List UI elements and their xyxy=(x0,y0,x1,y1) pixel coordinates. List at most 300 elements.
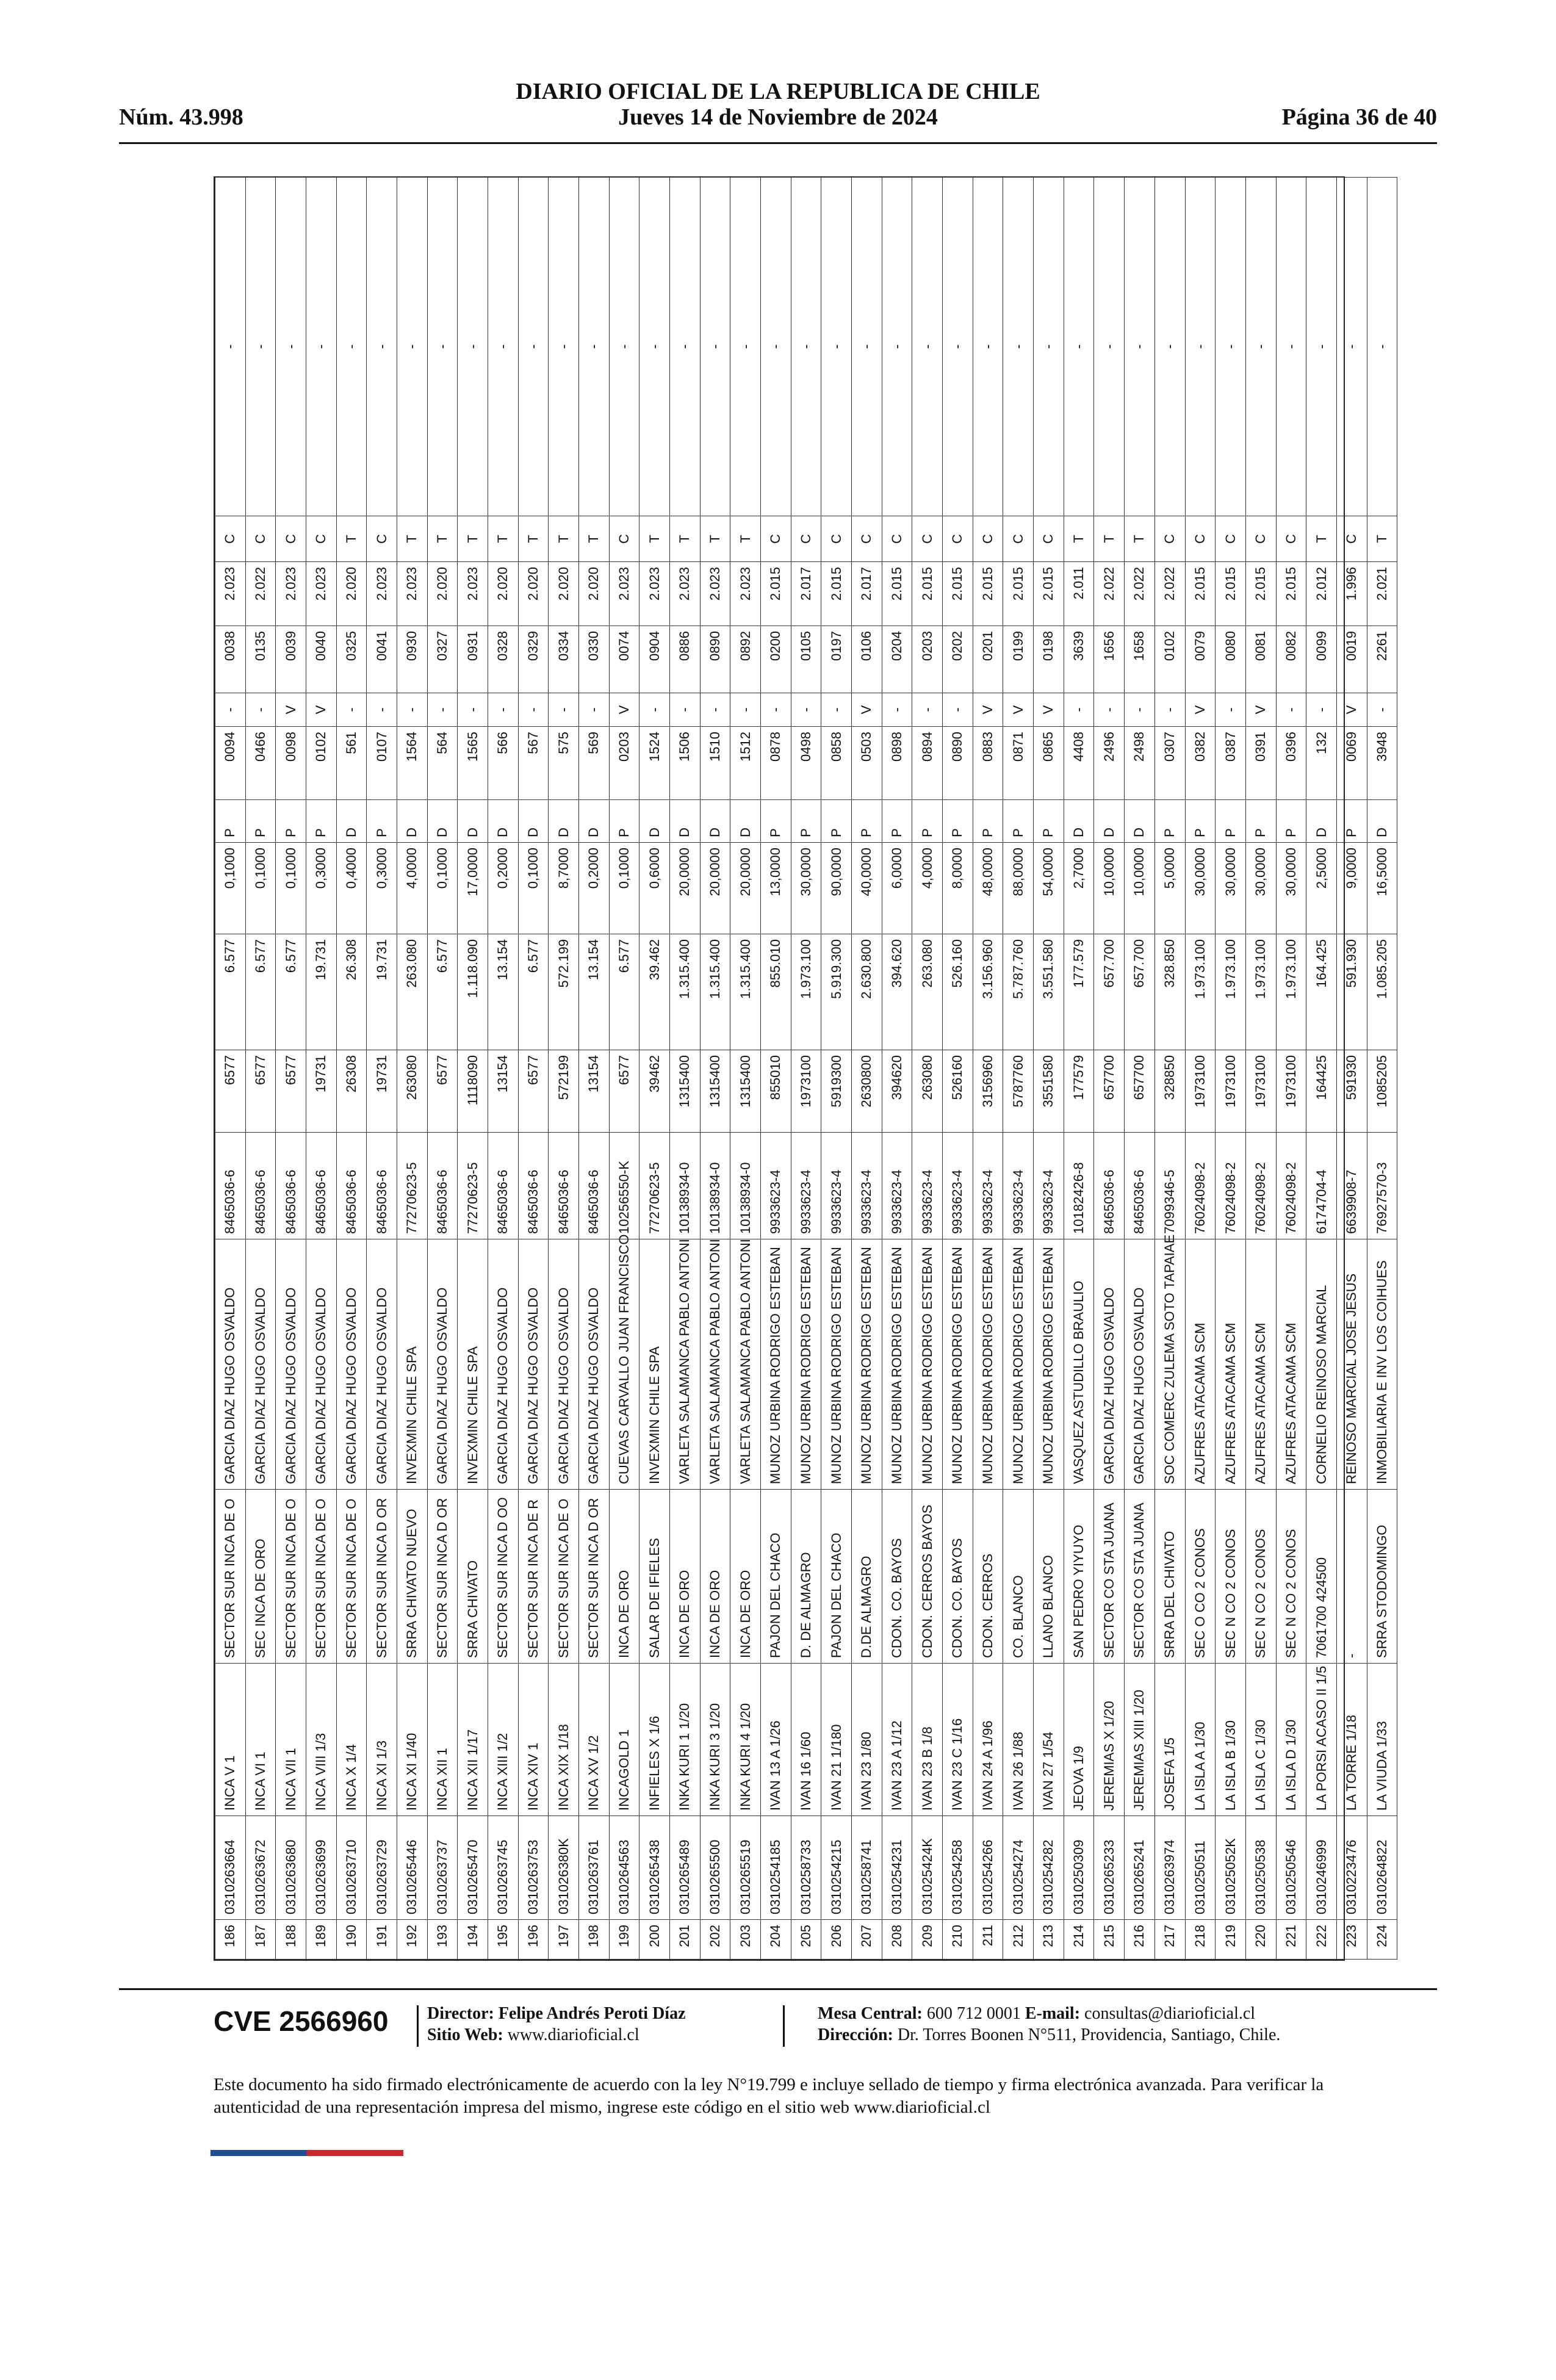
cell-n8: 1.973.100 xyxy=(1216,934,1246,1050)
cell-tipo: P xyxy=(821,800,852,843)
cell-titular: INVEXMIN CHILE SPA xyxy=(639,1239,670,1490)
cell-sym: - xyxy=(1125,693,1155,727)
cell-nombre: INCA V 1 xyxy=(215,1664,246,1816)
cell-ubicacion: INCA DE ORO xyxy=(670,1490,701,1664)
cell-n7: 657700 xyxy=(1094,1050,1125,1133)
cell-nombre: JOSEFA 1/5 xyxy=(1154,1664,1185,1816)
cell-n13: 2.023 xyxy=(276,562,306,626)
cell-r: - xyxy=(549,178,579,516)
cell-rol: 0310265489 xyxy=(670,1816,701,1920)
cell-sym: - xyxy=(1306,693,1337,727)
cell-n13: 2.023 xyxy=(670,562,701,626)
cell-n12: 3639 xyxy=(1064,626,1094,693)
cell-r: - xyxy=(609,178,639,516)
cell-titular: MUNOZ URBINA RODRIGO ESTEBAN xyxy=(882,1239,912,1490)
cell-num: 208 xyxy=(882,1920,912,1960)
cell-rol: 0310263761 xyxy=(579,1816,610,1920)
cell-tc: C xyxy=(1245,516,1276,562)
cell-ubicacion: SECTOR SUR INCA D OR xyxy=(427,1490,458,1664)
cell-num: 193 xyxy=(427,1920,458,1960)
cell-n12: 2261 xyxy=(1367,626,1397,693)
cell-titular: AZUFRES ATACAMA SCM xyxy=(1245,1239,1276,1490)
table-row xyxy=(1064,178,1094,1960)
cell-rut: 77270623-5 xyxy=(639,1133,670,1239)
cell-n7: 13154 xyxy=(488,1050,519,1133)
cell-n9: 8,7000 xyxy=(549,843,579,934)
cell-n10: 567 xyxy=(518,727,549,800)
cell-n12: 0201 xyxy=(973,626,1003,693)
cell-rol: 0310263753 xyxy=(518,1816,549,1920)
cell-n9: 2,5000 xyxy=(1306,843,1337,934)
cell-n9: 6,0000 xyxy=(882,843,912,934)
cell-titular: MUNOZ URBINA RODRIGO ESTEBAN xyxy=(943,1239,973,1490)
cell-tc: T xyxy=(336,516,367,562)
cell-rut: 76024098-2 xyxy=(1216,1133,1246,1239)
cell-nombre: INKA KURI 4 1/20 xyxy=(730,1664,761,1816)
cell-ubicacion: CDON. CERROS BAYOS xyxy=(912,1490,943,1664)
cell-titular: MUNOZ URBINA RODRIGO ESTEBAN xyxy=(761,1239,791,1490)
cell-n9: 0,1000 xyxy=(276,843,306,934)
cell-tipo: P xyxy=(1336,800,1367,843)
cell-rut: 76024098-2 xyxy=(1245,1133,1276,1239)
cell-r: - xyxy=(1154,178,1185,516)
cell-n7: 13154 xyxy=(579,1050,610,1133)
cell-tc: T xyxy=(1125,516,1155,562)
cell-sym: - xyxy=(549,693,579,727)
cell-n12: 0329 xyxy=(518,626,549,693)
cell-nombre: LA VIUDA 1/33 xyxy=(1367,1664,1397,1816)
cell-n9: 4,0000 xyxy=(912,843,943,934)
cell-n8: 263.080 xyxy=(912,934,943,1050)
cell-r: - xyxy=(215,178,246,516)
cell-n13: 2.020 xyxy=(488,562,519,626)
cell-rut: 9933623-4 xyxy=(761,1133,791,1239)
cell-n10: 1565 xyxy=(458,727,488,800)
cell-n13: 2.023 xyxy=(397,562,428,626)
cell-tc: C xyxy=(1276,516,1306,562)
cell-tipo: D xyxy=(336,800,367,843)
table-row xyxy=(336,178,367,1960)
cell-rut: 77270623-5 xyxy=(458,1133,488,1239)
cell-n7: 572199 xyxy=(549,1050,579,1133)
cell-n7: 5787760 xyxy=(1003,1050,1034,1133)
table-row xyxy=(518,178,549,1960)
cell-num: 199 xyxy=(609,1920,639,1960)
cell-sym: V xyxy=(306,693,337,727)
cell-r: - xyxy=(1185,178,1216,516)
cell-rut: 76024098-2 xyxy=(1276,1133,1306,1239)
cell-titular: MUNOZ URBINA RODRIGO ESTEBAN xyxy=(791,1239,821,1490)
cell-r: - xyxy=(276,178,306,516)
cell-n13: 2.012 xyxy=(1306,562,1337,626)
cell-tc: C xyxy=(367,516,397,562)
cell-tc: C xyxy=(609,516,639,562)
cell-nombre: LA TORRE 1/18 xyxy=(1336,1664,1367,1816)
cell-n13: 2.023 xyxy=(215,562,246,626)
cell-r: - xyxy=(761,178,791,516)
cell-nombre: INCA XV 1/2 xyxy=(579,1664,610,1816)
cell-n7: 6577 xyxy=(427,1050,458,1133)
cell-n9: 88,0000 xyxy=(1003,843,1034,934)
cell-sym: - xyxy=(245,693,276,727)
cell-r: - xyxy=(1003,178,1034,516)
cell-n7: 263080 xyxy=(912,1050,943,1133)
cell-n10: 0878 xyxy=(761,727,791,800)
cell-sym: - xyxy=(1094,693,1125,727)
cell-r: - xyxy=(1367,178,1397,516)
cell-n12: 0102 xyxy=(1154,626,1185,693)
cell-rol: 0310246999 xyxy=(1306,1816,1337,1920)
cell-rut: 8465036-6 xyxy=(306,1133,337,1239)
cell-r: - xyxy=(245,178,276,516)
cell-sym: V xyxy=(1185,693,1216,727)
cell-n10: 0069 xyxy=(1336,727,1367,800)
cell-n10: 2498 xyxy=(1125,727,1155,800)
cell-n10: 0094 xyxy=(215,727,246,800)
cell-r: - xyxy=(912,178,943,516)
cell-n10: 1510 xyxy=(700,727,730,800)
cell-n12: 0886 xyxy=(670,626,701,693)
cell-nombre: IVAN 23 1/80 xyxy=(852,1664,882,1816)
cell-rol: 0310265470 xyxy=(458,1816,488,1920)
email-link[interactable]: consultas@diarioficial.cl xyxy=(1084,2004,1256,2023)
cell-tc: T xyxy=(579,516,610,562)
cell-n13: 2.022 xyxy=(245,562,276,626)
cell-tc: T xyxy=(639,516,670,562)
cell-nombre: INCA XI 1/3 xyxy=(367,1664,397,1816)
cell-n12: 0099 xyxy=(1306,626,1337,693)
cell-n8: 3.551.580 xyxy=(1034,934,1064,1050)
cell-rut: 8465036-6 xyxy=(215,1133,246,1239)
cell-n13: 2.023 xyxy=(367,562,397,626)
cell-r: - xyxy=(579,178,610,516)
cell-tc: T xyxy=(670,516,701,562)
cell-n13: 2.015 xyxy=(821,562,852,626)
cell-r: - xyxy=(1125,178,1155,516)
cell-nombre: LA ISLA D 1/30 xyxy=(1276,1664,1306,1816)
cell-r: - xyxy=(1216,178,1246,516)
cell-nombre: INCA XI 1/40 xyxy=(397,1664,428,1816)
cell-n8: 526.160 xyxy=(943,934,973,1050)
address-label: Dirección: xyxy=(818,2025,893,2044)
cell-n9: 54,0000 xyxy=(1034,843,1064,934)
cell-ubicacion: PAJON DEL CHACO xyxy=(821,1490,852,1664)
cell-n8: 6.577 xyxy=(245,934,276,1050)
cell-n12: 0106 xyxy=(852,626,882,693)
cell-sym: - xyxy=(1216,693,1246,727)
cell-rol: 0310263745 xyxy=(488,1816,519,1920)
cell-rut: 8465036-6 xyxy=(1125,1133,1155,1239)
cell-tipo: P xyxy=(609,800,639,843)
cell-nombre: IVAN 24 A 1/96 xyxy=(973,1664,1003,1816)
cell-n7: 177579 xyxy=(1064,1050,1094,1133)
cell-nombre: IVAN 23 A 1/12 xyxy=(882,1664,912,1816)
cell-n8: 263.080 xyxy=(397,934,428,1050)
cell-n10: 0890 xyxy=(943,727,973,800)
cell-tipo: D xyxy=(1125,800,1155,843)
cell-n10: 0498 xyxy=(791,727,821,800)
cell-sym: - xyxy=(367,693,397,727)
cell-n13: 2.020 xyxy=(336,562,367,626)
cell-ubicacion: SECTOR SUR INCA DE O xyxy=(336,1490,367,1664)
table-row xyxy=(1276,178,1306,1960)
cell-tc: C xyxy=(943,516,973,562)
cell-sym: - xyxy=(579,693,610,727)
cell-tc: T xyxy=(518,516,549,562)
cell-tipo: P xyxy=(912,800,943,843)
cell-num: 200 xyxy=(639,1920,670,1960)
cell-n7: 394620 xyxy=(882,1050,912,1133)
cell-rut: 8465036-6 xyxy=(276,1133,306,1239)
table-row xyxy=(761,178,791,1960)
table-row xyxy=(882,178,912,1960)
cell-n8: 855.010 xyxy=(761,934,791,1050)
cell-n10: 575 xyxy=(549,727,579,800)
cell-nombre: INCA VIII 1/3 xyxy=(306,1664,337,1816)
cell-n8: 572.199 xyxy=(549,934,579,1050)
cell-tc: C xyxy=(1034,516,1064,562)
cell-titular: AZUFRES ATACAMA SCM xyxy=(1276,1239,1306,1490)
cell-n9: 2,7000 xyxy=(1064,843,1094,934)
cell-ubicacion: SECTOR SUR INCA DE R xyxy=(518,1490,549,1664)
legal-notice: Este documento ha sido firmado electrónicamente de acuerdo con la ley N°19.799 e incluye sellado de tiempo y firma electrónica avanzada. Para verificar la autenticidad de una representación impresa del mismo, ingrese este código en el sitio web www.diarioficial.cl xyxy=(214,2075,1324,2118)
cell-n7: 1085205 xyxy=(1367,1050,1397,1133)
cell-n10: 0898 xyxy=(882,727,912,800)
cell-n8: 1.973.100 xyxy=(1185,934,1216,1050)
cell-ubicacion: CO. BLANCO xyxy=(1003,1490,1034,1664)
cell-tipo: P xyxy=(973,800,1003,843)
cell-tc: C xyxy=(912,516,943,562)
cell-n12: 0327 xyxy=(427,626,458,693)
cell-titular: GARCIA DIAZ HUGO OSVALDO xyxy=(1125,1239,1155,1490)
cell-n8: 2.630.800 xyxy=(852,934,882,1050)
director-label: Director: xyxy=(427,2004,494,2023)
cell-n10: 569 xyxy=(579,727,610,800)
cell-tc: C xyxy=(245,516,276,562)
cell-n13: 2.015 xyxy=(882,562,912,626)
mesa-phone: 600 712 0001 xyxy=(926,2004,1021,2023)
cell-rol: 0310250309 xyxy=(1064,1816,1094,1920)
cell-n12: 0074 xyxy=(609,626,639,693)
cell-tc: T xyxy=(397,516,428,562)
cell-n9: 0,6000 xyxy=(639,843,670,934)
rotated-table-frame xyxy=(214,176,1389,1961)
cell-n9: 40,0000 xyxy=(852,843,882,934)
table-row xyxy=(367,178,397,1960)
cell-n13: 2.015 xyxy=(912,562,943,626)
cell-n8: 1.315.400 xyxy=(700,934,730,1050)
cell-n10: 0098 xyxy=(276,727,306,800)
cell-rol: 0310265519 xyxy=(730,1816,761,1920)
cell-n7: 3551580 xyxy=(1034,1050,1064,1133)
cell-titular: VASQUEZ ASTUDILLO BRAULIO xyxy=(1064,1239,1094,1490)
cell-n10: 0203 xyxy=(609,727,639,800)
cell-rol: 0310263737 xyxy=(427,1816,458,1920)
cell-num: 206 xyxy=(821,1920,852,1960)
cell-tipo: D xyxy=(518,800,549,843)
cell-nombre: JEOVA 1/9 xyxy=(1064,1664,1094,1816)
cell-n13: 2.023 xyxy=(730,562,761,626)
cell-tc: C xyxy=(306,516,337,562)
cell-n8: 19.731 xyxy=(367,934,397,1050)
cell-rut: 9933623-4 xyxy=(882,1133,912,1239)
cell-tc: C xyxy=(215,516,246,562)
cell-titular: MUNOZ URBINA RODRIGO ESTEBAN xyxy=(821,1239,852,1490)
cell-nombre: LA ISLA B 1/30 xyxy=(1216,1664,1246,1816)
cve-code: CVE 2566960 xyxy=(214,2005,389,2037)
cell-num: 188 xyxy=(276,1920,306,1960)
cell-ubicacion: SEC INCA DE ORO xyxy=(245,1490,276,1664)
cell-r: - xyxy=(670,178,701,516)
cell-nombre: IVAN 27 1/54 xyxy=(1034,1664,1064,1816)
cell-r: - xyxy=(1094,178,1125,516)
address-value: Dr. Torres Boonen N°511, Providencia, Santiago, Chile. xyxy=(897,2025,1281,2044)
cell-nombre: INCA XII 1 xyxy=(427,1664,458,1816)
cell-num: 212 xyxy=(1003,1920,1034,1960)
cell-rol: 0310265241 xyxy=(1125,1816,1155,1920)
table-row xyxy=(943,178,973,1960)
flag-bar-blue xyxy=(211,2150,307,2156)
cell-nombre: IVAN 21 1/180 xyxy=(821,1664,852,1816)
cell-ubicacion: SEC N CO 2 CONOS xyxy=(1245,1490,1276,1664)
cell-tipo: D xyxy=(1064,800,1094,843)
cell-num: 217 xyxy=(1154,1920,1185,1960)
cell-n10: 0107 xyxy=(367,727,397,800)
cell-titular: AZUFRES ATACAMA SCM xyxy=(1185,1239,1216,1490)
cell-titular: MUNOZ URBINA RODRIGO ESTEBAN xyxy=(973,1239,1003,1490)
cell-n12: 0198 xyxy=(1034,626,1064,693)
cell-nombre: INCA X 1/4 xyxy=(336,1664,367,1816)
cell-n9: 17,0000 xyxy=(458,843,488,934)
cell-sym: - xyxy=(882,693,912,727)
cell-n13: 2.015 xyxy=(1216,562,1246,626)
cell-n10: 0102 xyxy=(306,727,337,800)
cell-n10: 1512 xyxy=(730,727,761,800)
cell-r: - xyxy=(1245,178,1276,516)
cell-n12: 0080 xyxy=(1216,626,1246,693)
table-row xyxy=(1336,178,1367,1960)
cell-nombre: IVAN 13 A 1/26 xyxy=(761,1664,791,1816)
publication-date: Jueves 14 de Noviembre de 2024 xyxy=(618,104,938,130)
cell-n9: 5,0000 xyxy=(1154,843,1185,934)
table-row xyxy=(1003,178,1034,1960)
cell-tc: C xyxy=(791,516,821,562)
cell-n10: 0387 xyxy=(1216,727,1246,800)
cell-n8: 1.085.205 xyxy=(1367,934,1397,1050)
cell-n9: 0,4000 xyxy=(336,843,367,934)
cell-n9: 13,0000 xyxy=(761,843,791,934)
cell-n12: 0105 xyxy=(791,626,821,693)
cell-rol: 031026380K xyxy=(549,1816,579,1920)
cell-n10: 0382 xyxy=(1185,727,1216,800)
cell-n8: 5.787.760 xyxy=(1003,934,1034,1050)
cell-n8: 39.462 xyxy=(639,934,670,1050)
cell-rol: 0310250546 xyxy=(1276,1816,1306,1920)
cell-rol: 0310265446 xyxy=(397,1816,428,1920)
cell-tipo: P xyxy=(852,800,882,843)
cell-n9: 9,0000 xyxy=(1336,843,1367,934)
cell-num: 211 xyxy=(973,1920,1003,1960)
cell-rol: 0310254266 xyxy=(973,1816,1003,1920)
cell-n10: 4408 xyxy=(1064,727,1094,800)
cell-r: - xyxy=(973,178,1003,516)
cell-rut: 6174704-4 xyxy=(1306,1133,1337,1239)
cell-nombre: INCAGOLD 1 xyxy=(609,1664,639,1816)
cell-n9: 20,0000 xyxy=(670,843,701,934)
cell-n13: 2.023 xyxy=(609,562,639,626)
cell-nombre: IVAN 16 1/60 xyxy=(791,1664,821,1816)
cell-rut: 8465036-6 xyxy=(549,1133,579,1239)
cell-n8: 19.731 xyxy=(306,934,337,1050)
cell-num: 196 xyxy=(518,1920,549,1960)
cell-rut: 76024098-2 xyxy=(1185,1133,1216,1239)
cell-num: 205 xyxy=(791,1920,821,1960)
cell-nombre: INCA VI 1 xyxy=(245,1664,276,1816)
cell-rut: 9933623-4 xyxy=(912,1133,943,1239)
cell-sym: - xyxy=(943,693,973,727)
cell-tipo: D xyxy=(700,800,730,843)
cell-titular: VARLETA SALAMANCA PABLO ANTONI xyxy=(670,1239,701,1490)
cell-rut: 9933623-4 xyxy=(1003,1133,1034,1239)
cell-tipo: P xyxy=(1276,800,1306,843)
cell-n7: 1315400 xyxy=(730,1050,761,1133)
cell-rut: 76927570-3 xyxy=(1367,1133,1397,1239)
table-row xyxy=(276,178,306,1960)
cell-rut: 9933623-4 xyxy=(943,1133,973,1239)
cell-num: 197 xyxy=(549,1920,579,1960)
cell-n9: 30,0000 xyxy=(1245,843,1276,934)
cell-n10: 0391 xyxy=(1245,727,1276,800)
table-row xyxy=(852,178,882,1960)
cell-ubicacion: D. DE ALMAGRO xyxy=(791,1490,821,1664)
cell-n10: 0307 xyxy=(1154,727,1185,800)
cell-num: 224 xyxy=(1367,1920,1397,1960)
cell-num: 203 xyxy=(730,1920,761,1960)
cell-n9: 0,1000 xyxy=(427,843,458,934)
cell-n7: 164425 xyxy=(1306,1050,1337,1133)
cell-titular: REINOSO MARCIAL JOSE JESUS xyxy=(1336,1239,1367,1490)
cell-num: 191 xyxy=(367,1920,397,1960)
cell-n8: 26.308 xyxy=(336,934,367,1050)
cell-sym: - xyxy=(458,693,488,727)
cell-tc: C xyxy=(276,516,306,562)
cell-tc: C xyxy=(1003,516,1034,562)
site-link[interactable]: www.diarioficial.cl xyxy=(507,2025,639,2044)
mesa-label: Mesa Central: xyxy=(818,2004,923,2023)
cell-n12: 0328 xyxy=(488,626,519,693)
cell-n10: 132 xyxy=(1306,727,1337,800)
cell-tipo: D xyxy=(1094,800,1125,843)
cell-tc: T xyxy=(1064,516,1094,562)
cell-titular: MUNOZ URBINA RODRIGO ESTEBAN xyxy=(912,1239,943,1490)
cell-n12: 0931 xyxy=(458,626,488,693)
cell-sym: V xyxy=(1003,693,1034,727)
cell-n9: 0,1000 xyxy=(215,843,246,934)
cell-ubicacion: - xyxy=(1336,1490,1367,1664)
cell-n13: 2.017 xyxy=(852,562,882,626)
cell-ubicacion: SECTOR SUR INCA D OR xyxy=(579,1490,610,1664)
cell-r: - xyxy=(852,178,882,516)
cell-tipo: P xyxy=(1185,800,1216,843)
cell-n12: 0039 xyxy=(276,626,306,693)
cell-ubicacion: SECTOR CO STA JUANA xyxy=(1125,1490,1155,1664)
cell-n13: 2.022 xyxy=(1125,562,1155,626)
cell-n9: 0,2000 xyxy=(579,843,610,934)
cell-tc: C xyxy=(1185,516,1216,562)
cell-n7: 526160 xyxy=(943,1050,973,1133)
cell-tipo: D xyxy=(458,800,488,843)
cell-n7: 6577 xyxy=(215,1050,246,1133)
